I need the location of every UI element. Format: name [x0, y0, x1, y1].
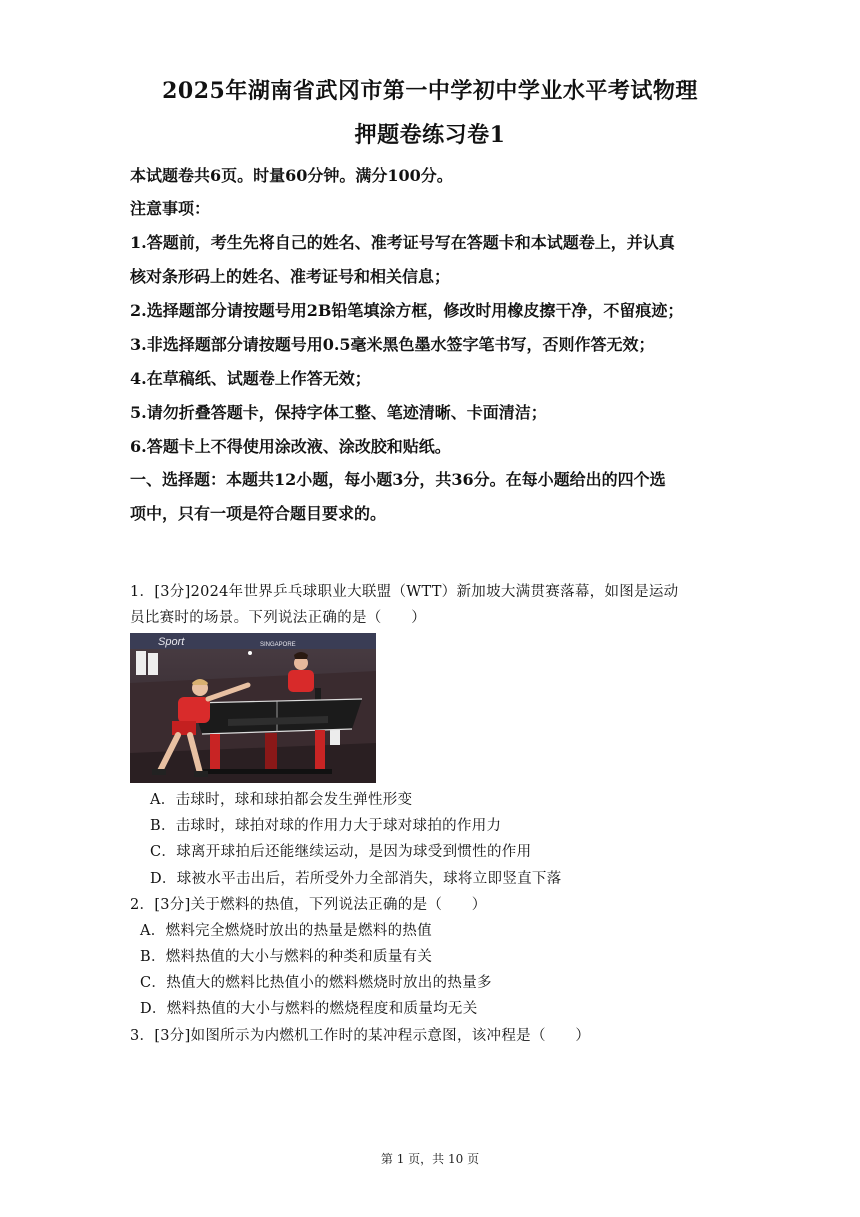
notice-heading: 注意事项：	[130, 199, 211, 218]
notice-item: 2.选择题部分请按题号用2B铅笔填涂方框，修改时用橡皮擦干净，不留痕迹；	[130, 301, 684, 320]
question-1-option-a: A．击球时，球和球拍都会发生弹性形变	[150, 792, 413, 808]
exam-summary: 本试题卷共6页。时量60分钟。满分100分。	[130, 166, 453, 185]
question-2-option-d: D．燃料热值的大小与燃料的燃烧程度和质量均无关	[140, 1001, 478, 1017]
notice-item: 5.请勿折叠答题卡，保持字体工整、笔迹清晰、卡面清洁；	[130, 403, 547, 422]
section-heading-line1: 一、选择题：本题共12小题，每小题3分，共36分。在每小题给出的四个选	[130, 470, 666, 489]
question-1-option-d: D．球被水平击出后，若所受外力全部消失，球将立即竖直下落	[150, 871, 562, 887]
exam-title-line1: 2025年湖南省武冈市第一中学初中学业水平考试物理	[162, 78, 698, 104]
notice-item: 核对条形码上的姓名、准考证号和相关信息；	[130, 267, 451, 286]
question-1-option-c: C．球离开球拍后还能继续运动，是因为球受到惯性的作用	[150, 844, 532, 860]
table-tennis-scene	[130, 633, 376, 783]
question-1-option-b: B．击球时，球拍对球的作用力大于球对球拍的作用力	[150, 818, 502, 834]
notice-item: 6.答题卡上不得使用涂改液、涂改胶和贴纸。	[130, 437, 451, 456]
notice-item: 1.答题前，考生先将自己的姓名、准考证号写在答题卡和本试题卷上，并认真	[130, 233, 675, 252]
notice-item: 3.非选择题部分请按题号用0.5毫米黑色墨水签字笔书写，否则作答无效；	[130, 335, 655, 354]
question-2-option-b: B．燃料热值的大小与燃料的种类和质量有关	[140, 949, 433, 965]
exam-title-line2: 押题卷练习卷1	[354, 122, 506, 148]
question-2-option-a: A．燃料完全燃烧时放出的热量是燃料的热值	[140, 923, 432, 939]
question-2-stem: 2．[3分]关于燃料的热值，下列说法正确的是（ ）	[130, 897, 487, 913]
banner-text-left: Sport	[158, 636, 185, 648]
notice-item: 4.在草稿纸、试题卷上作答无效；	[130, 369, 371, 388]
question-3-stem: 3．[3分]如图所示为内燃机工作时的某冲程示意图，该冲程是（ ）	[130, 1028, 591, 1044]
question-1-stem-line2: 员比赛时的场景。下列说法正确的是（ ）	[130, 610, 426, 626]
section-heading-line2: 项中，只有一项是符合题目要求的。	[130, 504, 387, 523]
question-2-option-c: C．热值大的燃料比热值小的燃料燃烧时放出的热量多	[140, 975, 492, 991]
banner-text-right: SINGAPORE	[260, 642, 296, 648]
page-number: 第 1 页，共 10 页	[380, 1152, 480, 1166]
question-1-stem-line1: 1．[3分]2024年世界乒乓球职业大联盟（WTT）新加坡大满贯赛落幕，如图是运动	[130, 584, 679, 600]
table-tennis-photo	[130, 633, 376, 783]
